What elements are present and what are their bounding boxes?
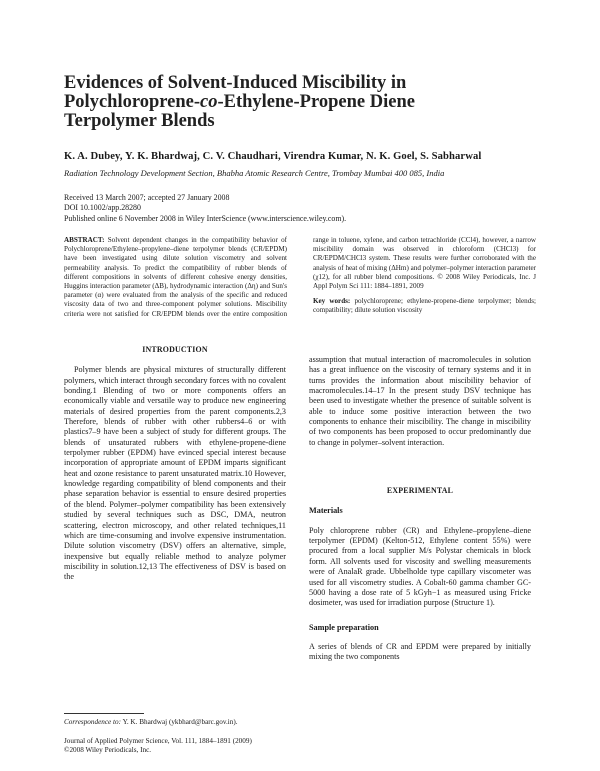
abstract-block	[64, 236, 536, 324]
title-line-2c: -Ethylene-Propene Diene	[217, 92, 415, 112]
correspondence-label: Correspondence to:	[64, 718, 122, 726]
published-date: Published online 6 November 2008 in Wiley InterScience (www.interscience.wiley.com).	[64, 213, 347, 223]
correspondence-note	[64, 718, 286, 727]
journal-citation: Journal of Applied Polymer Science, Vol. 111, 1884–1891 (2009)	[64, 737, 252, 745]
copyright-line: ©2008 Wiley Periodicals, Inc.	[64, 746, 152, 754]
doi: DOI 10.1002/app.28280	[64, 203, 141, 213]
title-line-2b: co	[200, 92, 218, 112]
intro-paragraph-2: assumption that mutual interaction of macromolecules in solution has a great influence on the viscosity of ternary systems and it in turns provides the information about miscibility behavior of macromolecules.14–17 In the present study DSV technique has been used to investigate whether the presence of suitable solvent is able to induce some positive interaction between the two components to enhance their miscibility. The change in miscibility of two components has been proposed to occur predominantly due to change in polymer–solvent interaction.	[309, 355, 531, 447]
right-column	[309, 345, 531, 663]
keywords	[313, 297, 536, 315]
footnote-rule	[64, 713, 144, 714]
affiliation: Radiation Technology Development Section, Bhabha Atomic Research Centre, Trombay Mumbai 400 085, India	[64, 168, 445, 178]
correspondence-text: Y. K. Bhardwaj (ykbhard@barc.gov.in).	[122, 718, 238, 726]
intro-paragraph-1: Polymer blends are physical mixtures of structurally different polymers, which interact through secondary forces with no covalent bonding.1 Blending of two or more components offers an economically viable and versatile way to produce new engineering materials of desired properties from the parent components.2,3 Therefore, blends of rubber with other rubbers4–6 or with plastics7–9 have been a subject of study for different groups. The blends of unsaturated rubbers with ethylene-propene-diene terpolymer rubber (EPDM) have evinced special interest because incorporation of appropriate amount of EPDM imparts significant heat and ozone resistance to parent unsaturated matrix.10 However, knowledge regarding compatibility of blend components and their phase separation behavior is essential to ensure desired properties of the blend. Polymer–polymer compatibility has been extensively studied by several techniques such as DSC, DMA, neutron scattering, electron microscopy, and other related techniques,11 which are time-consuming and involve expensive instrumentation. Dilute solution viscometry (DSV) offers an alternative, simple, inexpensive but equally reliable method to analyze polymer miscibility in solution.12,13 The effectiveness of DSV is based on the	[64, 365, 286, 582]
sample-prep-text: A series of blends of CR and EPDM were prepared by initially mixing the two components	[309, 641, 531, 662]
materials-text: Poly chloroprene rubber (CR) and Ethylene–propylene–diene terpolymer (EPDM) (Kelton-512, Ethylene content 55%) were procured from a local supplier M/s Polystar chemicals in block form. All solvents used for viscosity and swelling measurements were of AnalaR grade. Ubbelholde type capillary viscometer was used for all viscometry studies. A Cobalt-60 gamma chamber GC-5000 having a dose rate of 5 kGyh−1 as measured using Fricke dosimeter, was used for irradiation purpose (Structure 1).	[309, 525, 531, 608]
keywords-label: Key words:	[313, 297, 351, 306]
title-line-2a: Polychloroprene-	[64, 92, 200, 112]
sample-prep-heading: Sample preparation	[309, 622, 379, 632]
materials-heading: Materials	[309, 506, 343, 516]
title-line-1: Evidences of Solvent-Induced Miscibility in	[64, 73, 407, 93]
publication-dates	[64, 193, 544, 224]
keywords-text: polychloroprene; ethylene-propene-diene terpolymer; blends; compatibility; dilute solution viscosity	[313, 297, 537, 315]
title-line-3: Terpolymer Blends	[64, 111, 215, 131]
paper-title	[64, 74, 534, 131]
experimental-heading: EXPERIMENTAL	[386, 486, 454, 496]
abstract-text: Solvent dependent changes in the compatibility behavior of Polychloroprene/Ethylene–propylene–diene terpolymer blends (CR/EPDM) have been investigated using dilute solution viscometry and solvent permeability analysis. To predict the compatibility of rubber blends of different compositions in solvents of different cohesive energy densities, Huggins interaction parameter (ΔB), hydrodynamic interaction (Δη) and Sun's parameter (α) were evaluated from the analysis of the specific and reduced viscosity data of two and three-component polymer solutions. Miscibility criteria were not satisfied for CR/EPDM blends over the entire composition range in toluene, xylene, and carbon tetrachloride (CCl4), however, a narrow miscibility domain was observed in chloroform (CHCl3) for CR/EPDM/CHCl3 system. These results were further corroborated with the analysis of heat of mixing (ΔHm) and polymer–polymer interaction parameter (χ12), for all rubber blend compositions. © 2008 Wiley Periodicals, Inc. J Appl Polym Sci 111: 1884–1891, 2009	[64, 236, 536, 318]
abstract-label: ABSTRACT:	[64, 236, 105, 244]
received-date: Received 13 March 2007; accepted 27 January 2008	[64, 193, 230, 202]
introduction-heading: INTRODUCTION	[142, 345, 208, 354]
author-list: K. A. Dubey, Y. K. Bhardwaj, C. V. Chaudhari, Virendra Kumar, N. K. Goel, S. Sabharwal	[64, 151, 482, 162]
left-column	[64, 345, 286, 583]
